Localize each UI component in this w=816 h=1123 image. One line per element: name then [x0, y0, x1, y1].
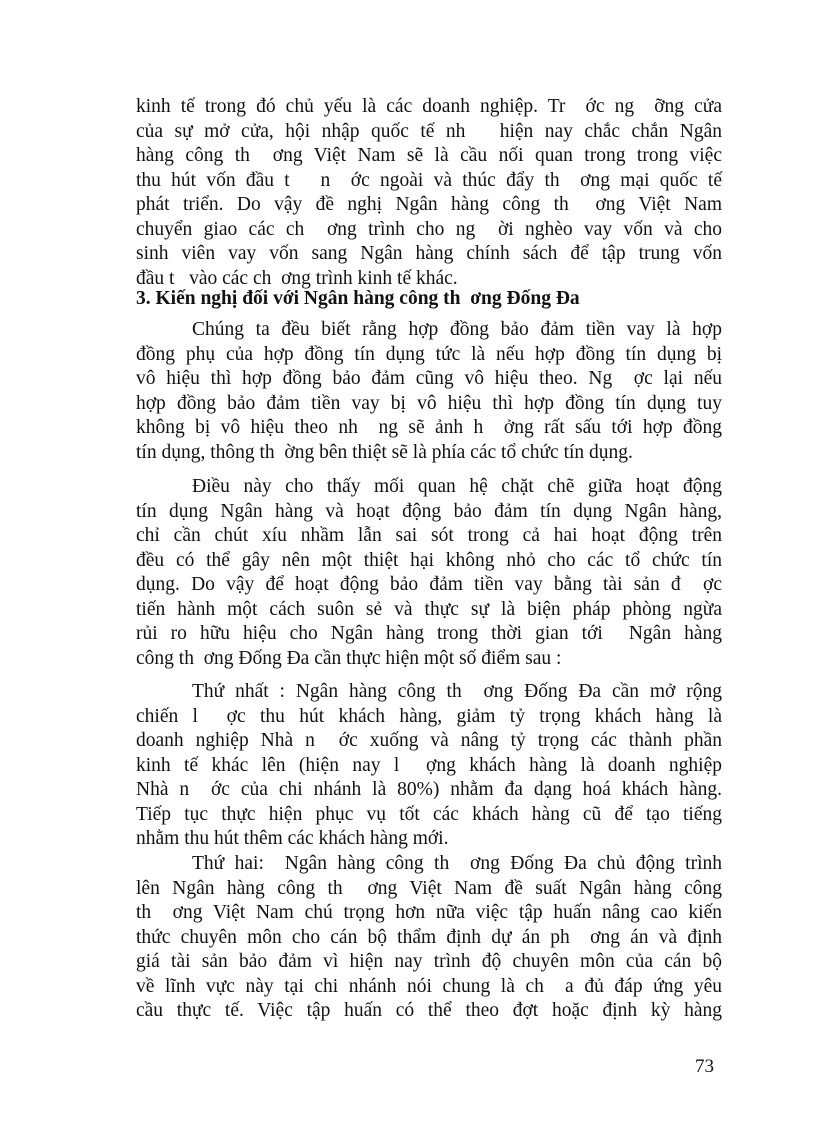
text-line: nhằm thu hút thêm các khách hàng mới.: [136, 828, 449, 849]
text-line: Chúng ta đều biết rằng hợp đồng bảo đảm tiền vay là hợp: [192, 319, 722, 340]
text-line: Thứ nhất : Ngân hàng công th ơng Đống Đa cần mở rộng: [192, 681, 722, 702]
page-number: 73: [695, 1056, 714, 1077]
text-line: đồng phụ của hợp đồng tín dụng tức là nếu hợp đồng tín dụng bị: [136, 343, 722, 365]
text-line: hàng công th ơng Việt Nam sẽ là cầu nối quan trong trong việc: [136, 145, 722, 166]
text-line: Điều này cho thấy mối quan hệ chặt chẽ giữa hoạt động: [192, 476, 722, 497]
text-line: tiến hành một cách suôn sẻ và thực sự là biện pháp phòng ngừa: [136, 598, 722, 620]
text-line: rủi ro hữu hiệu cho Ngân hàng trong thời gian tới Ngân hàng: [136, 623, 722, 644]
text-line: giá tài sản bảo đảm vì hiện nay trình độ chuyên môn của cán bộ: [136, 951, 722, 972]
text-line: phát triển. Do vậy đề nghị Ngân hàng công th ơng Việt Nam: [136, 194, 722, 215]
text-line: công th ơng Đống Đa cần thực hiện một số điểm sau :: [136, 647, 562, 669]
text-line: của sự mở cửa, hội nhập quốc tế nh hiện nay chắc chắn Ngân: [136, 120, 722, 142]
text-line: chiến l ợc thu hút khách hàng, giảm tỷ trọng khách hàng là: [136, 705, 722, 727]
text-line: lên Ngân hàng công th ơng Việt Nam đề suất Ngân hàng công: [136, 877, 722, 899]
section-heading: 3. Kiến nghị đối với Ngân hàng công th ơng Đống Đa: [136, 288, 580, 309]
text-line: Thứ hai: Ngân hàng công th ơng Đống Đa chủ động trình: [192, 853, 722, 874]
text-line: đều có thể gây nên một thiệt hại không nhỏ cho các tổ chức tín: [136, 549, 722, 571]
text-line: hợp đồng bảo đảm tiền vay bị vô hiệu thì hợp đồng tín dụng tuy: [136, 392, 722, 414]
text-line: Nhà n ớc của chi nhánh là 80%) nhằm đa dạng hoá khách hàng.: [136, 779, 722, 800]
text-line: thu hút vốn đầu t n ớc ngoài và thúc đẩy th ơng mại quốc tế: [136, 169, 722, 191]
paragraph-3: [136, 680, 722, 852]
text-line: th ơng Việt Nam chú trọng hơn nữa việc tập huấn nâng cao kiến: [136, 902, 722, 923]
text-line: đầu t vào các ch ơng trình kinh tế khác.: [136, 267, 458, 289]
paragraph-4: [136, 852, 722, 1024]
text-line: chỉ cần chút xíu nhầm lẫn sai sót trong cả hai hoạt động trên: [136, 525, 722, 546]
text-line: doanh nghiệp Nhà n ớc xuống và nâng tỷ trọng các thành phần: [136, 730, 722, 751]
text-line: chuyển giao các ch ơng trình cho ng ời nghèo vay vốn và cho: [136, 218, 722, 240]
text-line: về lĩnh vực này tại chi nhánh nói chung là ch a đủ đáp ứng yêu: [136, 975, 722, 997]
text-line: cầu thực tế. Việc tập huấn có thể theo đợt hoặc định kỳ hàng: [136, 1000, 722, 1021]
text-line: tín dụng Ngân hàng và hoạt động bảo đảm tín dụng Ngân hàng,: [136, 500, 722, 522]
paragraph-2: [136, 475, 722, 671]
text-line: không bị vô hiệu theo nh ng sẽ ảnh h ởng rất sấu tới hợp đồng: [136, 417, 722, 438]
paragraph-1: [136, 318, 722, 465]
text-line: sinh viên vay vốn sang Ngân hàng chính sách để tập trung vốn: [136, 243, 722, 264]
text-line: dụng. Do vậy để hoạt động bảo đảm tiền vay bằng tài sản đ ợc: [136, 574, 722, 595]
text-line: vô hiệu thì hợp đồng bảo đảm cũng vô hiệu theo. Ng ợc lại nếu: [136, 368, 722, 389]
paragraph-intro: [136, 95, 722, 291]
text-line: thức chuyên môn cho cán bộ thẩm định dự án ph ơng án và định: [136, 926, 722, 948]
text-line: Tiếp tục thực hiện phục vụ tốt các khách hàng cũ để tạo tiếng: [136, 803, 722, 825]
text-line: kinh tế trong đó chủ yếu là các doanh nghiệp. Tr ớc ng ỡng cửa: [136, 96, 722, 117]
text-line: tín dụng, thông th ờng bên thiệt sẽ là phía các tổ chức tín dụng.: [136, 441, 633, 463]
text-line: kinh tế khác lên (hiện nay l ợng khách hàng là doanh nghiệp: [136, 754, 722, 776]
